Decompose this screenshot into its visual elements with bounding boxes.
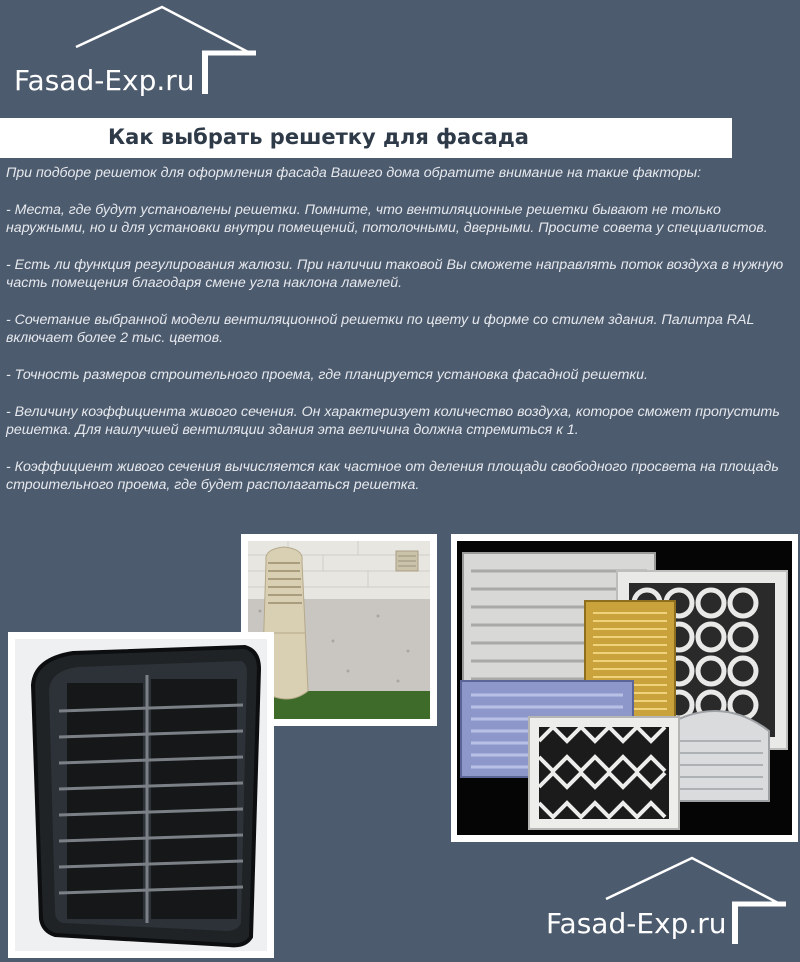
paragraph: - Величину коэффициента живого сечения. Он характеризует количество воздуха, которое сможет пропустить решетка. Для наилучшей вентиляции здания эта величина должна стремиться к 1.	[6, 404, 780, 438]
logo-text: Fasad-Exp.ru	[546, 907, 727, 940]
title-bar	[0, 118, 732, 158]
paragraph: - Сочетание выбранной модели вентиляционной решетки по цвету и форме со стилем здания. Палитра RAL включает более 2 тыс. цветов.	[6, 312, 755, 346]
site-logo[interactable]	[0, 0, 260, 110]
footer-logo[interactable]	[540, 852, 800, 962]
page-title: Как выбрать решетку для фасада	[108, 125, 529, 149]
paragraph: - Точность размеров строительного проема, где планируется установка фасадной решетки.	[6, 367, 648, 383]
article-body	[6, 164, 794, 513]
paragraph: - Коэффициент живого сечения вычисляется как частное от деления площади свободного просвета на площадь строительного проема, где будет располагаться решетка.	[6, 459, 779, 493]
logo-text: Fasad-Exp.ru	[14, 64, 195, 97]
paragraph: При подборе решеток для оформления фасада Вашего дома обратите внимание на такие факторы:	[6, 165, 702, 181]
paragraph: - Места, где будут установлены решетки. Помните, что вентиляционные решетки бывают не только наружными, но и для установки внутри помещений, потолочными, дверными. Просите совета у специалистов.	[6, 202, 768, 236]
paragraph: - Есть ли функция регулирования жалюзи. При наличии таковой Вы сможете направлять поток воздуха в нужную часть помещения благодаря смене угла наклона ламелей.	[6, 257, 784, 291]
photo-grilles-assortment	[451, 534, 798, 842]
photo-plastic-grille	[8, 632, 274, 958]
